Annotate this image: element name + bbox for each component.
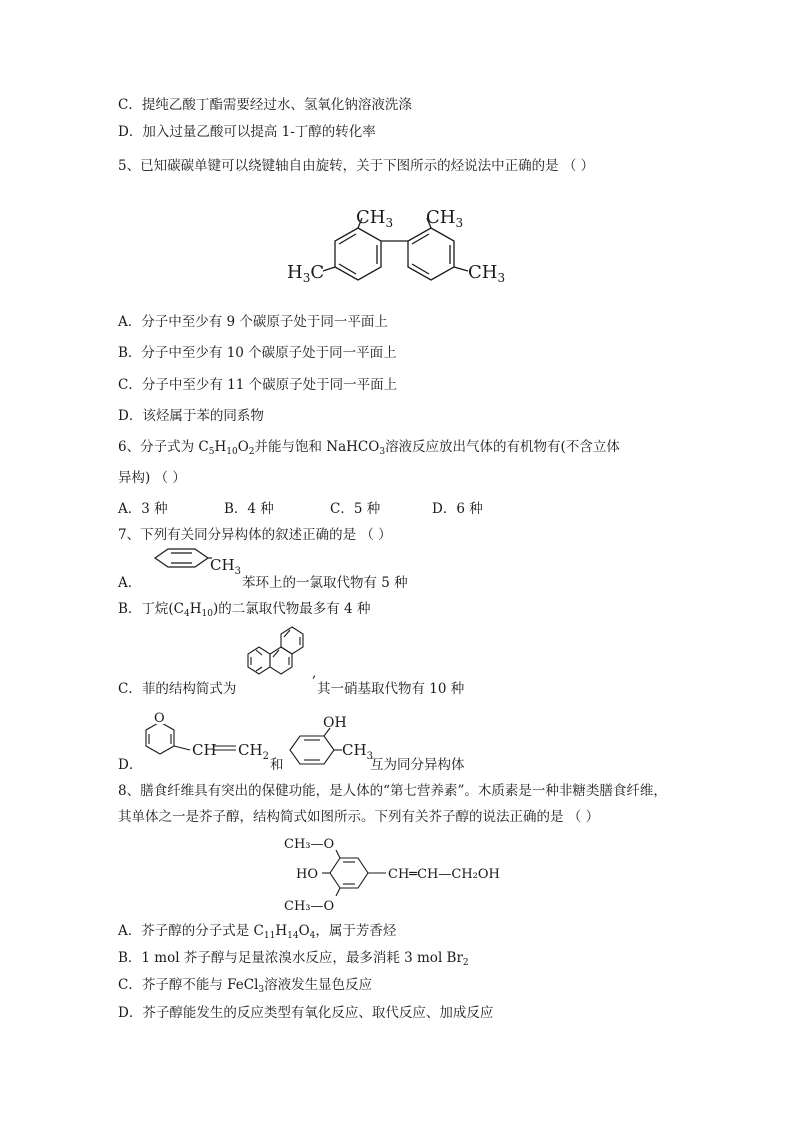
h3c-label: $H_3C$: [287, 262, 325, 285]
methoxy-top-label: CH₃—O: [284, 837, 335, 852]
q6-option-d: D．6 种: [432, 501, 483, 517]
q8-option-b: B．1 mol 芥子醇与足量浓溴水反应，最多消耗 3 mol $Br_2$: [118, 950, 469, 968]
question-8-line1: 8、膳食纤维具有突出的保健功能，是人体的“第七营养素”。木质素是一种非糖类膳食纤维，: [118, 783, 667, 799]
question-7: 7、下列有关同分异构体的叙述正确的是 （ ）: [118, 527, 392, 543]
q5-option-c: C．分子中至少有 11 个碳原子处于同一平面上: [118, 377, 398, 393]
oxygen-label: O: [154, 711, 165, 726]
methoxy-bottom-label: CH₃—O: [284, 899, 335, 914]
option-c-prev: C．提纯乙酸丁酯需要经过水、氢氧化钠溶液洗涤: [118, 97, 412, 113]
question-6-cont: 异构) （ ）: [118, 470, 186, 486]
q8-option-d: D．芥子醇能发生的反应类型有氧化反应、取代反应、加成反应: [118, 1005, 494, 1021]
q7c-comma: ,: [312, 665, 317, 681]
q6-option-b: B．4 种: [224, 501, 274, 517]
question-6: 6、分子式为 $C_5H_{10}O_2$并能与饱和 NaHCO$_3$溶液反应放出气体的有机物有(不含立体: [118, 439, 620, 457]
q8-option-a: A．芥子醇的分子式是 $C_{11}H_{14}O_4$，属于芳香烃: [118, 923, 397, 941]
ch2-label: $CH_2$: [238, 741, 269, 762]
q7-option-b: B．丁烷$(C_4H_{10})$的二氯取代物最多有 4 种: [118, 601, 371, 619]
ch3-label: $CH_3$: [356, 207, 394, 230]
ho-label: HO: [296, 867, 318, 882]
ch-label: CH: [192, 741, 217, 759]
q7-option-c-label: C．菲的结构简式为: [118, 681, 237, 697]
ch3-label: $CH_3$: [210, 556, 241, 577]
q7-option-a-text: 苯环上的一氯取代物有 5 种: [242, 575, 408, 591]
option-d-prev: D．加入过量乙酸可以提高 1-丁醇的转化率: [118, 124, 376, 140]
q7d-and: 和: [270, 757, 284, 773]
ch3-label: $CH_3$: [342, 741, 373, 762]
side-chain-label: CH═CH—CH₂OH: [388, 867, 500, 882]
q8-option-c: C．芥子醇不能与 FeCl$_3$溶液发生显色反应: [118, 977, 373, 995]
q5-option-b: B．分子中至少有 10 个碳原子处于同一平面上: [118, 345, 397, 361]
q6-option-a: A．3 种: [118, 501, 168, 517]
q5-option-a: A．分子中至少有 9 个碳原子处于同一平面上: [118, 314, 388, 330]
q7-option-d-text: 互为同分异构体: [370, 757, 465, 773]
question-5: 5、已知碳碳单键可以绕键轴自由旋转，关于下图所示的烃说法中正确的是 （ ）: [118, 158, 595, 174]
q5-option-d: D．该烃属于苯的同系物: [118, 408, 264, 424]
oh-label: OH: [323, 715, 347, 731]
q7-option-c-text: 其一硝基取代物有 10 种: [317, 681, 465, 697]
ch3-label: $CH_3$: [468, 262, 506, 285]
ch3-label: $CH_3$: [426, 207, 464, 230]
q7-option-d-label: D．: [118, 757, 143, 773]
q6-option-c: C．5 种: [330, 501, 381, 517]
question-8-line2: 其单体之一是芥子醇，结构简式如图所示。下列有关芥子醇的说法正确的是 （ ）: [118, 809, 600, 825]
q7-option-a-label: A．: [118, 575, 142, 591]
